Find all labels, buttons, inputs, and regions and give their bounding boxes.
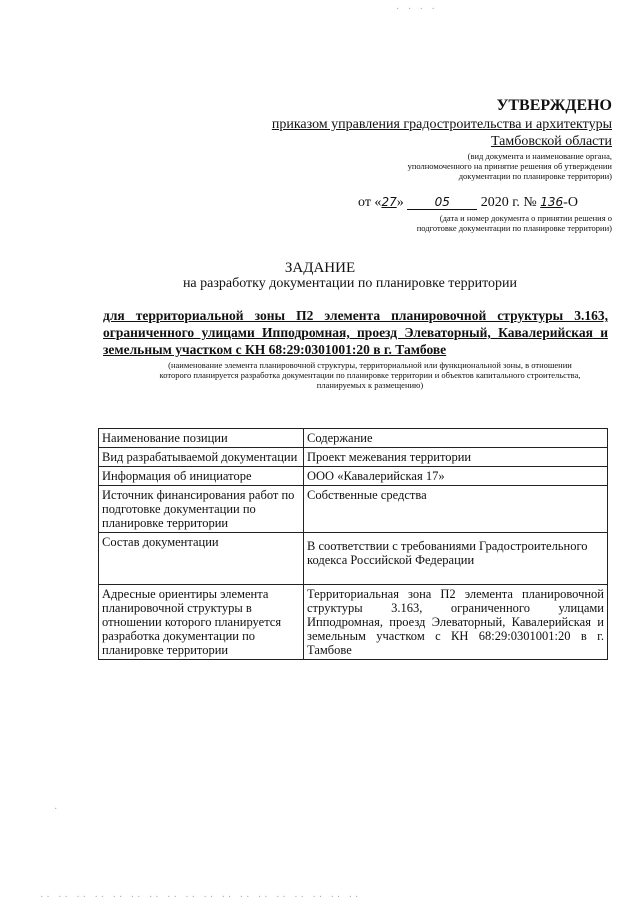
table-row bbox=[99, 486, 608, 533]
table-cell-value: В соответствии с требованиями Градостроительного кодекса Российской Федерации bbox=[304, 533, 608, 585]
table-cell-label: Наименование позиции bbox=[99, 429, 304, 448]
table-cell-value: Проект межевания территории bbox=[304, 448, 608, 467]
table-cell-value: ООО «Кавалерийская 17» bbox=[304, 467, 608, 486]
approval-date-line: от «27» 05 2020 г. № 136-О bbox=[358, 195, 578, 210]
approval-month: 05 bbox=[407, 195, 477, 210]
document-title: ЗАДАНИЕ bbox=[284, 260, 356, 276]
subject-line-3: земельным участком с КН 68:29:0301001:20 в г. Тамбове bbox=[103, 342, 447, 357]
table-cell-label: Адресные ориентиры элемента планировочной структуры в отношении которого планируется разработка документации по планировке территории bbox=[99, 585, 304, 660]
approval-number: 136 bbox=[540, 195, 564, 209]
table-cell-label: Информация об инициаторе bbox=[99, 467, 304, 486]
approval-note: (вид документа и наименование органа, уполномоченного на принятие решения об утверждении документации по планировке территории) bbox=[407, 151, 612, 181]
table-cell-value: Содержание bbox=[304, 429, 608, 448]
approval-line-1: приказом управления градостроительства и архитектуры bbox=[271, 117, 612, 132]
scan-dots-top: · · · · bbox=[396, 4, 438, 15]
document-subtitle: на разработку документации по планировке территории bbox=[182, 276, 518, 291]
table-row bbox=[99, 467, 608, 486]
table-row bbox=[99, 448, 608, 467]
scan-dots-bottom: ·· ·· ·· ·· ·· ·· ·· ·· ·· ·· ·· ·· ·· ·· ·· ·· ·· ·· bbox=[40, 892, 362, 903]
table-cell-label: Источник финансирования работ по подготовке документации по планировке территории bbox=[99, 486, 304, 533]
approval-date-note: (дата и номер документа о принятии решения о подготовке документации по планировке территории) bbox=[416, 213, 612, 233]
approval-title: УТВЕРЖДЕНО bbox=[496, 97, 612, 114]
table-row bbox=[99, 585, 608, 660]
table-row bbox=[99, 429, 608, 448]
scan-mark-left: · bbox=[54, 804, 61, 815]
subject-line-1: для территориальной зоны П2 элемента планировочной структуры 3.163, bbox=[103, 308, 608, 323]
subject-line-2: ограниченного улицами Ипподромная, проезд Элеваторный, Кавалерийская и bbox=[103, 325, 608, 340]
table-cell-value: Территориальная зона П2 элемента планировочной структуры 3.163, ограниченного улицами Ипподромная, проезд Элеваторный, Кавалерийская и земельным участком с КН 68:29:0301001:20 в г. Тамбове bbox=[304, 585, 608, 660]
table-cell-value: Собственные средства bbox=[304, 486, 608, 533]
table-row bbox=[99, 533, 608, 585]
table-cell-label: Состав документации bbox=[99, 533, 304, 585]
subject-note: (наименование элемента планировочной структуры, территориальной или функциональной зоны, в отношении которого планируется разработка документации по планировке территории и объектов капитального строительства, планируемых к размещению) bbox=[159, 360, 581, 390]
approval-day: 27 bbox=[381, 195, 397, 209]
approval-line-2: Тамбовской области bbox=[490, 134, 612, 149]
table-cell-label: Вид разрабатываемой документации bbox=[99, 448, 304, 467]
task-table bbox=[98, 428, 608, 660]
